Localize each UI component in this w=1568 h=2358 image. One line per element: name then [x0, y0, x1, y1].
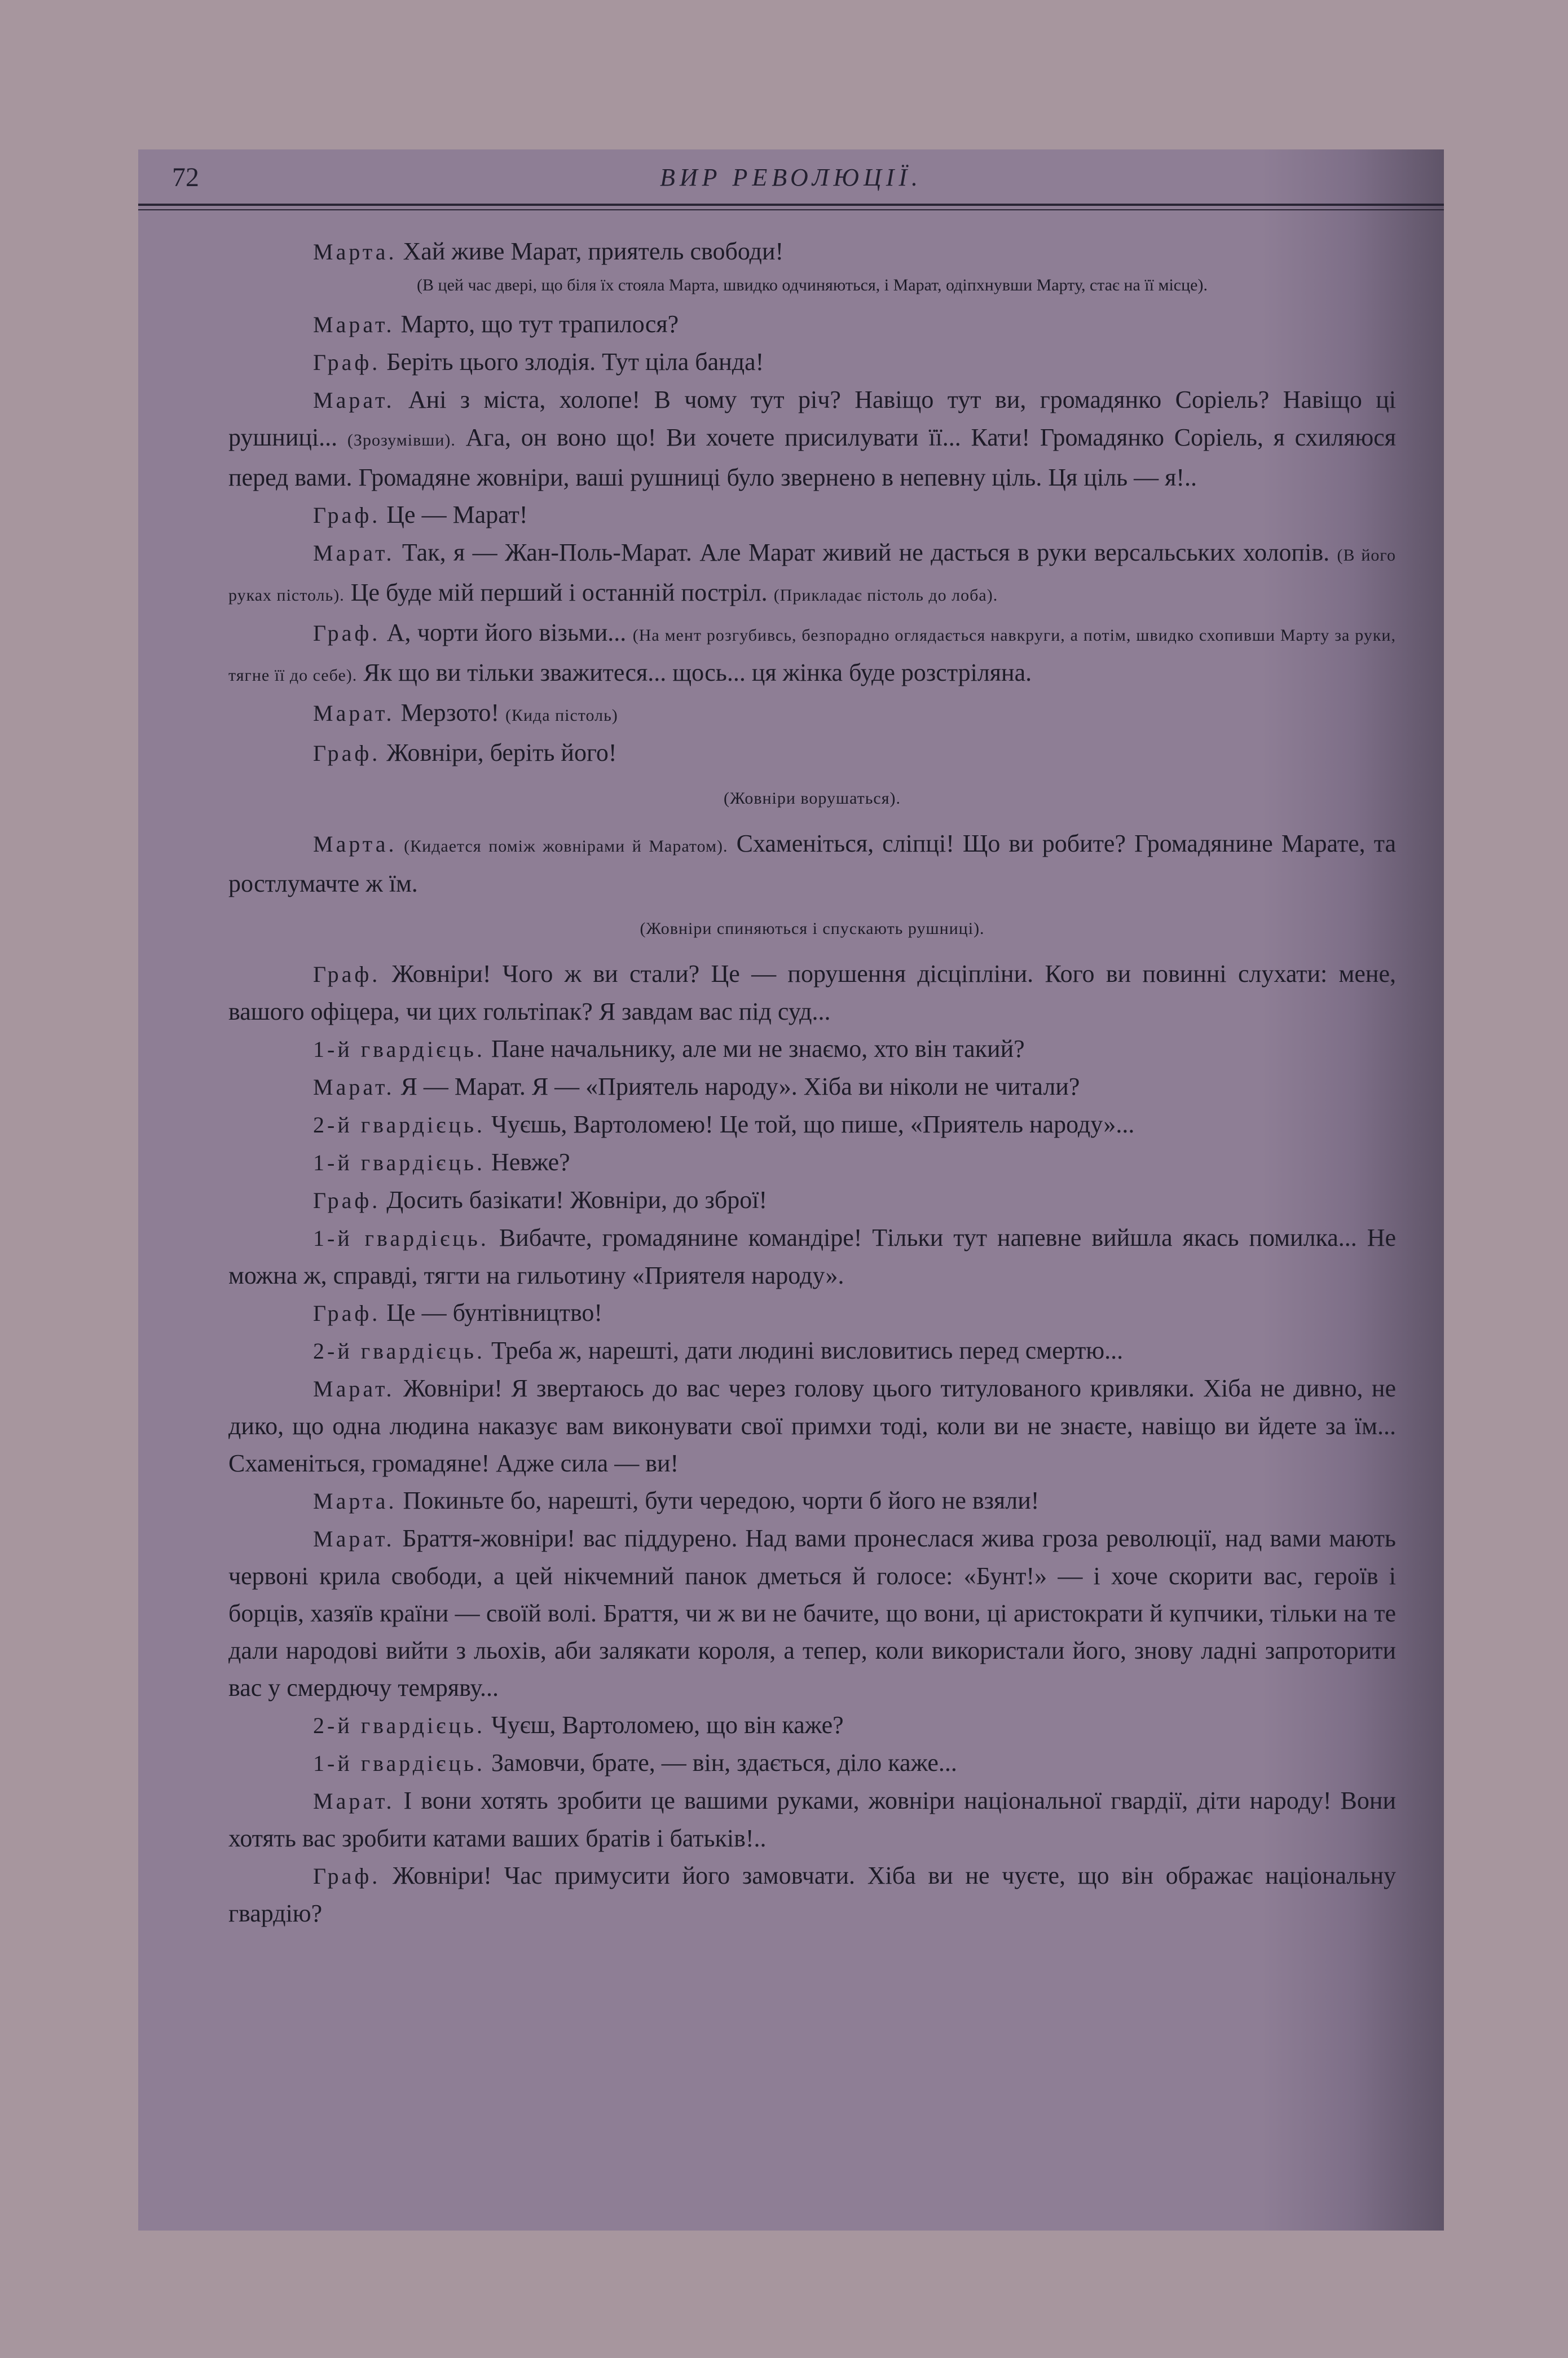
- inline-direction: (Прикладає пістоль до лоба).: [773, 586, 998, 605]
- speaker-name: Марат.: [313, 1788, 395, 1814]
- speaker-name: Марта.: [313, 831, 397, 857]
- speaker-name: Граф.: [313, 503, 381, 528]
- speaker-name: 2-й гвардієць.: [313, 1713, 485, 1738]
- line-text: Пане начальнику, але ми не знаємо, хто він такий?: [485, 1035, 1025, 1063]
- speaker-name: Граф.: [313, 1301, 381, 1326]
- dialogue-line: [228, 343, 1396, 381]
- dialogue-line: [228, 1144, 1396, 1182]
- dialogue-line: [228, 1857, 1396, 1932]
- dialogue-line: [228, 381, 1396, 496]
- line-text: Марто, що тут трапилося?: [394, 310, 679, 338]
- speaker-name: Марат.: [313, 1074, 395, 1100]
- line-text: Так, я — Жан-Поль-Марат. Але Марат живий не дасться в руки версальських холопів.: [394, 539, 1337, 566]
- stage-direction: (Жовніри спиняються і спускають рушниці).: [640, 919, 985, 938]
- line-text: Ані з міста, холопе! В чому тут річ? Навіщо тут ви, громадянко Соріель? Навіщо ці рушниці...: [228, 386, 1396, 451]
- speaker-name: Граф.: [313, 1188, 381, 1213]
- speaker-name: Марат.: [313, 1376, 395, 1401]
- dialogue-line: [228, 1294, 1396, 1332]
- dialogue-line: [228, 1068, 1396, 1106]
- dialogue-line: [228, 534, 1396, 614]
- line-text: Невже?: [485, 1148, 570, 1176]
- dialogue-line: [228, 1332, 1396, 1370]
- stage-direction: (В цей час двері, що біля їх стояла Марта, швидко одчиняються, і Марат, одіпхнувши Марту, стає на її місце).: [417, 276, 1208, 294]
- dialogue-line: [228, 1030, 1396, 1068]
- speaker-name: 1-й гвардієць.: [313, 1226, 489, 1251]
- inline-direction: (Кидается поміж жовнірами й Маратом).: [397, 837, 728, 856]
- speaker-name: Марат.: [313, 312, 395, 337]
- line-text: Браття-жовніри! вас піддурено. Над вами пронеслася жива гроза революції, над вами мають червоні крила свободи, а цей нікчемний панок дметься й голосе: «Бунт!» — і хоче скорити вас, героїв і борців, хазяїв країни — своїй волі. Браття, чи ж ви не бачите, що вони, ці аристократи й купчики, тільки на те дали народові вийти з льохів, аби залякати короля, а тепер, коли використали його, знову ладні запроторити вас у смердючу темряву...: [228, 1524, 1396, 1702]
- dialogue-line: [228, 614, 1396, 694]
- inline-direction: (Зрозумівши).: [347, 431, 456, 449]
- line-text: Чуєш, Вартоломею, що він каже?: [485, 1711, 844, 1739]
- line-text: Досить базікати! Жовніри, до зброї!: [380, 1186, 768, 1214]
- dialogue-line: [228, 1520, 1396, 1707]
- line-text: Жовніри, беріть його!: [380, 739, 617, 766]
- speaker-name: 1-й гвардієць.: [313, 1037, 485, 1062]
- speaker-name: Марат.: [313, 540, 395, 566]
- speaker-name: Марта.: [313, 239, 397, 265]
- dialogue-line: [228, 1182, 1396, 1219]
- speaker-name: Граф.: [313, 350, 381, 375]
- speaker-name: 1-й гвардієць.: [313, 1150, 485, 1175]
- dialogue-line: [228, 734, 1396, 772]
- line-text: А, чорти його візьми...: [380, 619, 633, 646]
- dialogue-line: [228, 1370, 1396, 1482]
- line-text: Це буде мій перший і останній постріл.: [344, 579, 774, 606]
- line-text: Я — Марат. Я — «Приятель народу». Хіба ви ніколи не читали?: [394, 1073, 1080, 1100]
- dialogue-line: [228, 306, 1396, 343]
- header-rule: [138, 204, 1444, 206]
- speaker-name: Граф.: [313, 1863, 381, 1889]
- line-text: Це — бунтівництво!: [380, 1299, 603, 1326]
- dialogue-line: [228, 1782, 1396, 1857]
- speaker-name: 2-й гвардієць.: [313, 1338, 485, 1364]
- speaker-name: Марат.: [313, 1526, 395, 1552]
- line-text: Покиньте бо, нарешті, бути чередою, чорти б його не взяли!: [397, 1487, 1040, 1514]
- speaker-name: 2-й гвардієць.: [313, 1112, 485, 1138]
- line-text: Жовніри! Я звертаюсь до вас через голову цього титулованого кривляки. Хіба не дивно, не дико, що одна людина наказує вам виконувати свої примхи тоді, коли ви не знаєте, навіщо ви йдете за їм... Схаменіться, громадяне! Адже сила — ви!: [228, 1374, 1396, 1477]
- line-text: Жовніри! Час примусити його замовчати. Хіба ви не чуєте, що він ображає національну гвардію?: [228, 1862, 1396, 1927]
- speaker-name: Марат.: [313, 700, 395, 726]
- line-text: Жовніри! Чого ж ви стали? Це — порушення дісціпліни. Кого ви повинні слухати: мене, вашого офіцера, чи цих гольтіпак? Я завдам вас під суд...: [228, 960, 1396, 1025]
- line-text: Беріть цього злодія. Тут ціла банда!: [380, 348, 764, 376]
- speaker-name: Граф.: [313, 741, 381, 766]
- line-text: Замовчи, брате, — він, здається, діло каже...: [485, 1749, 957, 1777]
- line-text: Чуєшь, Вартоломею! Це той, що пише, «Приятель народу»...: [485, 1110, 1135, 1138]
- inline-direction: (В його руках пістоль).: [228, 546, 1396, 605]
- speaker-name: Марат.: [313, 387, 395, 413]
- dialogue-line: [228, 694, 1396, 734]
- line-text: Вибачте, громадянине командіре! Тільки тут напевне вийшла якась помилка... Не можна ж, справді, тягти на гильотину «Приятеля народу».: [228, 1224, 1397, 1289]
- line-text: Ага, он воно що! Ви хочете присилувати її... Кати! Громадянко Соріель, я схиляюся перед вами. Громадяне жовніри, ваші рушниці було звернено в непевну ціль. Ця ціль — я!..: [228, 424, 1396, 491]
- inline-direction: (Кида пістоль): [505, 706, 618, 725]
- inline-direction: (На мент розгубивсь, безпорадно оглядається навкруги, а потім, швидко схопивши Марту за руки, тягне її до себе).: [228, 626, 1396, 685]
- dialogue-line: [228, 496, 1396, 534]
- dialogue-line: [228, 1744, 1396, 1782]
- speaker-name: Граф.: [313, 962, 381, 987]
- line-text: Як що ви тільки зважитеся... щось... ця жінка буде розстріляна.: [357, 659, 1032, 686]
- page-header: [138, 149, 1444, 217]
- speaker-name: 1-й гвардієць.: [313, 1751, 485, 1776]
- line-text: Схаменіться, сліпці! Що ви робите? Громадянине Марате, та ростлумачте ж їм.: [228, 830, 1396, 897]
- line-text: Хай живе Марат, приятель свободи!: [397, 237, 784, 265]
- speaker-name: Граф.: [313, 620, 381, 646]
- line-text: Мерзото!: [394, 699, 505, 726]
- page-number: 72: [172, 162, 199, 192]
- dialogue-line: [228, 1219, 1396, 1294]
- dialogue-line: [228, 1707, 1396, 1744]
- dialogue-line: [228, 825, 1396, 902]
- dialogue-line: [228, 955, 1396, 1030]
- page-body: [228, 233, 1396, 1932]
- speaker-name: Марта.: [313, 1488, 397, 1514]
- dialogue-line: [228, 233, 1396, 271]
- dialogue-line: [228, 1106, 1396, 1144]
- line-text: Треба ж, нарешті, дати людині висловитись перед смертю...: [485, 1337, 1124, 1364]
- line-text: Це — Марат!: [380, 501, 528, 528]
- header-rule-thin: [138, 209, 1444, 210]
- dialogue-line: [228, 1482, 1396, 1520]
- stage-direction: (Жовніри ворушаться).: [723, 789, 901, 808]
- line-text: І вони хотять зробити це вашими руками, жовніри національної гвардії, діти народу! Вони хотять вас зробити катами ваших братів і батьків!..: [228, 1787, 1396, 1852]
- running-title: ВИР РЕВОЛЮЦІЇ.: [659, 164, 923, 191]
- book-page: [138, 149, 1444, 2231]
